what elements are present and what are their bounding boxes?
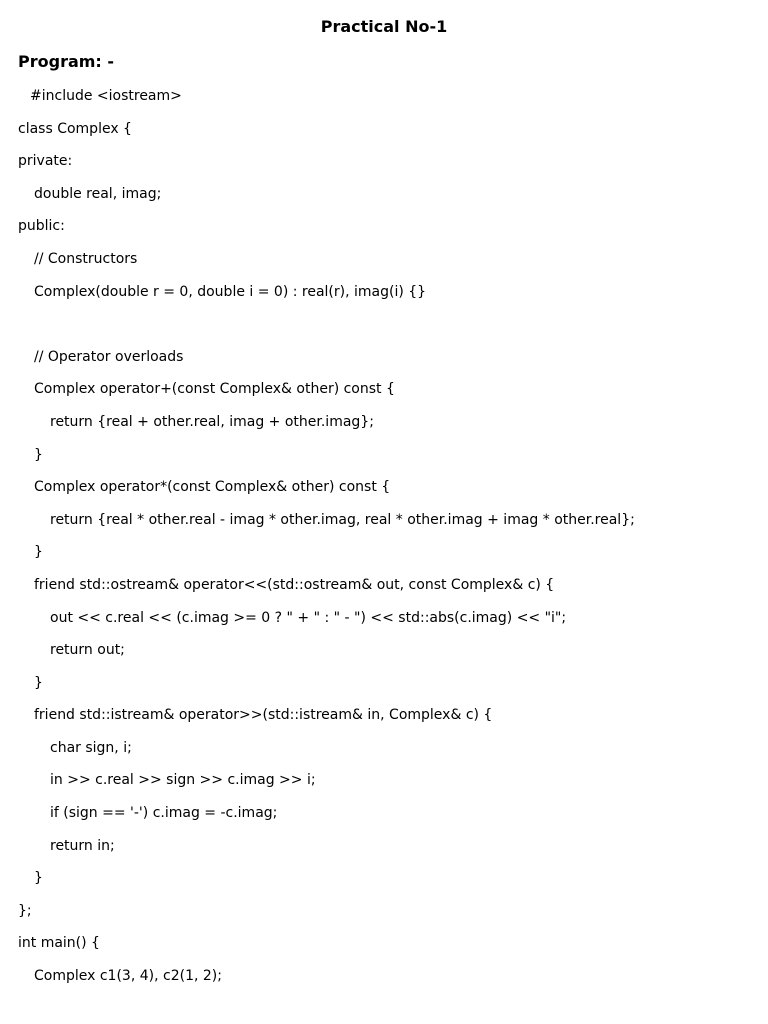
code-line: } (34, 446, 43, 463)
page-title: Practical No-1 (320, 17, 448, 36)
code-line: } (34, 674, 43, 691)
code-line: int main() { (18, 935, 100, 952)
code-line: private: (18, 153, 73, 170)
code-line: return {real + other.real, imag + other.imag}; (50, 413, 374, 430)
code-line: return in; (50, 837, 115, 854)
code-line: Complex operator*(const Complex& other) const { (34, 479, 391, 496)
code-line: return out; (50, 642, 125, 659)
code-line: // Constructors (34, 250, 138, 267)
code-line: } (34, 544, 43, 561)
code-line: Complex operator+(const Complex& other) const { (34, 381, 395, 398)
code-line: Complex c1(3, 4), c2(1, 2); (34, 968, 222, 985)
code-line: friend std::istream& operator>>(std::istream& in, Complex& c) { (34, 707, 493, 724)
code-line-blank (18, 313, 758, 346)
program-heading: Program: - (18, 52, 115, 71)
code-line: #include <iostream> (30, 88, 182, 104)
code-line: } (34, 870, 43, 887)
code-line: in >> c.real >> sign >> c.imag >> i; (50, 772, 316, 789)
code-line: double real, imag; (34, 185, 162, 202)
code-line: return {real * other.real - imag * other.imag, real * other.imag + imag * other.real}; (50, 511, 635, 528)
code-line: if (sign == '-') c.imag = -c.imag; (50, 805, 278, 822)
code-listing (18, 85, 758, 998)
code-line: char sign, i; (50, 739, 132, 756)
code-line: public: (18, 218, 65, 235)
code-line: class Complex { (18, 120, 132, 137)
code-line: out << c.real << (c.imag >= 0 ? " + " : " - ") << std::abs(c.imag) << "i"; (50, 609, 567, 626)
code-line: // Operator overloads (34, 348, 184, 365)
code-line: }; (18, 902, 32, 919)
code-line: friend std::ostream& operator<<(std::ostream& out, const Complex& c) { (34, 576, 555, 593)
code-line: Complex(double r = 0, double i = 0) : real(r), imag(i) {} (34, 283, 427, 300)
